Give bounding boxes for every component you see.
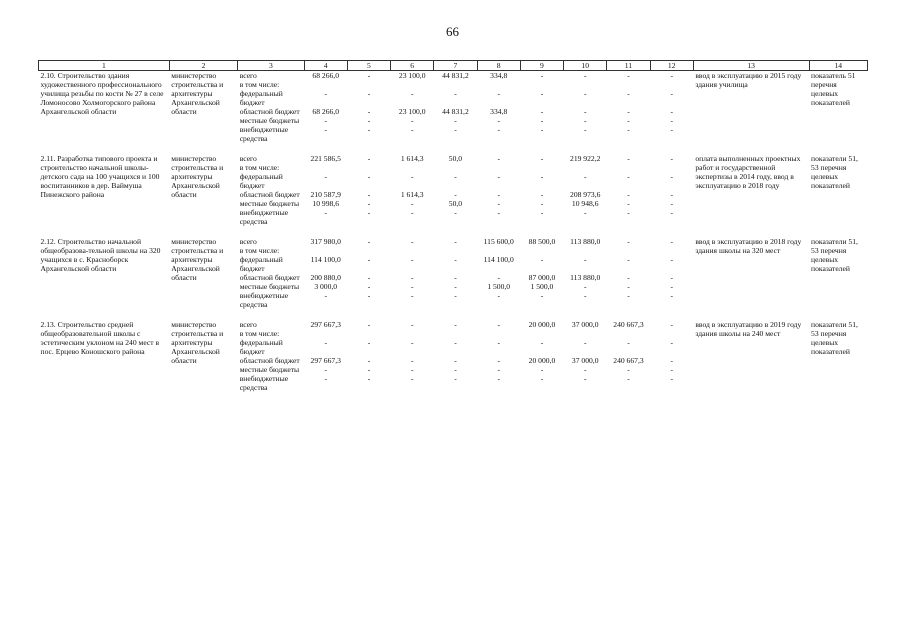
amount-cell: [391, 329, 434, 338]
amount-cell: -: [410, 255, 414, 264]
amount-cell: -: [367, 190, 371, 199]
amount-cell: -: [583, 89, 587, 98]
amount-cell: -: [627, 273, 630, 282]
amount-cell: -: [324, 291, 327, 300]
amount-cell: -: [367, 71, 371, 80]
expected-result: ввод в эксплуатацию в 2015 году здания училища: [695, 71, 802, 89]
amount-cell: -: [324, 89, 327, 98]
amount-cell: -: [540, 255, 544, 264]
amount-cell: 10 948,6: [571, 199, 599, 208]
amount-cell: -: [367, 237, 371, 246]
amount-cell: 88 500,0: [528, 237, 556, 246]
amount-cell: -: [410, 338, 414, 347]
amount-cell: 297 667,3: [310, 356, 341, 365]
amount-cell: 240 667,3: [613, 356, 644, 365]
amount-cell: 44 831,2: [442, 107, 469, 116]
amount-cell: 114 100,0: [310, 255, 341, 264]
amount-cell: -: [454, 273, 457, 282]
amount-cell: -: [367, 338, 371, 347]
amount-cell: 68 266,0: [312, 107, 339, 116]
funding-source: в том числе:: [239, 329, 280, 338]
amount-cell: 114 100,0: [483, 255, 514, 264]
amount-cell: -: [670, 208, 673, 217]
amount-cell: [477, 246, 520, 255]
amount-cell: -: [497, 208, 500, 217]
target-indicator: показатели 51, 53 перечня целевых показателей: [811, 320, 858, 356]
amount-cell: [347, 163, 390, 172]
amount-cell: [650, 329, 693, 338]
amount-cell: 3 000,0: [314, 282, 338, 291]
amount-cell: 240 667,3: [613, 320, 644, 329]
amount-cell: [607, 80, 650, 89]
column-number: 7: [434, 61, 477, 71]
amount-cell: -: [540, 172, 544, 181]
amount-cell: -: [497, 190, 500, 199]
amount-cell: [564, 329, 607, 338]
project-executor: министерство строительства и архитектуры Архангельской области: [171, 320, 224, 365]
amount-cell: -: [540, 125, 544, 134]
column-number: 9: [520, 61, 563, 71]
amount-cell: -: [583, 338, 587, 347]
funding-source: областной бюджет: [239, 190, 300, 199]
amount-cell: -: [627, 374, 630, 383]
amount-cell: [564, 246, 607, 255]
amount-cell: 219 922,2: [570, 154, 601, 163]
amount-cell: -: [454, 365, 457, 374]
amount-cell: [434, 80, 477, 89]
amount-cell: -: [670, 154, 673, 163]
amount-cell: -: [497, 291, 500, 300]
funding-source: всего: [239, 237, 257, 246]
amount-cell: -: [540, 208, 544, 217]
column-number: 4: [304, 61, 347, 71]
amount-cell: -: [670, 255, 673, 264]
amount-cell: 87 000,0: [528, 273, 556, 282]
funding-source: внебюджетные средства: [239, 291, 289, 309]
column-number: 14: [809, 61, 867, 71]
amount-cell: [520, 80, 563, 89]
amount-cell: 23 100,0: [398, 107, 426, 116]
amount-cell: -: [540, 154, 544, 163]
amount-cell: -: [627, 107, 630, 116]
funding-source: местные бюджеты: [239, 199, 300, 208]
funding-source: всего: [239, 71, 257, 80]
amount-cell: 10 998,6: [312, 199, 339, 208]
amount-cell: -: [497, 356, 500, 365]
amount-cell: -: [540, 338, 544, 347]
amount-cell: -: [670, 89, 673, 98]
amount-cell: -: [497, 154, 500, 163]
amount-cell: -: [497, 365, 500, 374]
amount-cell: -: [367, 116, 371, 125]
amount-cell: [304, 163, 347, 172]
amount-cell: [347, 329, 390, 338]
amount-cell: -: [670, 356, 673, 365]
funding-source: федеральный бюджет: [239, 255, 283, 273]
amount-cell: [520, 163, 563, 172]
expected-result: ввод в эксплуатацию в 2018 году здания школы на 320 мест: [695, 237, 802, 255]
amount-cell: -: [583, 255, 587, 264]
funding-source: федеральный бюджет: [239, 338, 283, 356]
amount-cell: -: [627, 208, 630, 217]
target-indicator: показатели 51, 53 перечня целевых показателей: [811, 154, 858, 190]
amount-cell: [391, 163, 434, 172]
amount-cell: -: [454, 208, 457, 217]
amount-cell: -: [583, 107, 587, 116]
amount-cell: -: [540, 107, 544, 116]
amount-cell: -: [627, 172, 630, 181]
amount-cell: -: [454, 237, 457, 246]
amount-cell: -: [583, 208, 587, 217]
funding-source: местные бюджеты: [239, 282, 300, 291]
amount-cell: 208 973,6: [570, 190, 601, 199]
column-number: 2: [169, 61, 237, 71]
amount-cell: -: [627, 125, 630, 134]
amount-cell: -: [670, 237, 673, 246]
amount-cell: [347, 80, 390, 89]
amount-cell: [650, 246, 693, 255]
amount-cell: 37 000,0: [571, 356, 599, 365]
amount-cell: [347, 246, 390, 255]
amount-cell: -: [583, 172, 587, 181]
amount-cell: [304, 329, 347, 338]
amount-cell: -: [367, 172, 371, 181]
funding-source: федеральный бюджет: [239, 172, 283, 190]
amount-cell: -: [454, 172, 457, 181]
column-number: 6: [391, 61, 434, 71]
amount-cell: 20 000,0: [528, 320, 556, 329]
funding-source: в том числе:: [239, 246, 280, 255]
amount-cell: -: [367, 273, 371, 282]
amount-cell: [304, 246, 347, 255]
amount-cell: -: [367, 89, 371, 98]
amount-cell: -: [324, 116, 327, 125]
funding-source: федеральный бюджет: [239, 89, 283, 107]
amount-cell: 200 880,0: [310, 273, 341, 282]
amount-cell: -: [540, 71, 544, 80]
amount-cell: -: [454, 89, 457, 98]
amount-cell: -: [497, 338, 500, 347]
amount-cell: [391, 246, 434, 255]
amount-cell: -: [627, 199, 630, 208]
funding-source: внебюджетные средства: [239, 208, 289, 226]
amount-cell: [391, 80, 434, 89]
section-spacer: [39, 143, 868, 154]
amount-cell: -: [410, 291, 414, 300]
amount-cell: -: [367, 255, 371, 264]
funding-source: областной бюджет: [239, 356, 300, 365]
target-indicator: показатели 51, 53 перечня целевых показателей: [811, 237, 858, 273]
amount-cell: -: [367, 154, 371, 163]
funding-source: в том числе:: [239, 163, 280, 172]
target-indicator: показатель 51 перечня целевых показателей: [811, 71, 856, 107]
amount-cell: -: [540, 291, 544, 300]
amount-cell: -: [497, 125, 500, 134]
amount-cell: -: [627, 282, 630, 291]
amount-cell: -: [497, 374, 500, 383]
amount-cell: -: [670, 291, 673, 300]
funding-source: областной бюджет: [239, 273, 300, 282]
amount-cell: 1 614,3: [400, 154, 424, 163]
amount-cell: -: [670, 320, 673, 329]
amount-cell: 1 500,0: [530, 282, 554, 291]
amount-cell: [434, 163, 477, 172]
section-spacer: [39, 226, 868, 237]
amount-cell: -: [670, 71, 673, 80]
amount-cell: -: [410, 282, 414, 291]
amount-cell: -: [540, 190, 544, 199]
amount-cell: -: [670, 365, 673, 374]
funding-source: внебюджетные средства: [239, 374, 289, 392]
amount-cell: -: [670, 273, 673, 282]
amount-cell: -: [627, 89, 630, 98]
amount-cell: [477, 80, 520, 89]
amount-cell: 113 880,0: [570, 273, 601, 282]
amount-cell: [520, 246, 563, 255]
amount-cell: -: [367, 365, 371, 374]
amount-cell: -: [497, 116, 500, 125]
budget-table: [38, 60, 868, 392]
project-executor: министерство строительства и архитектуры Архангельской области: [171, 154, 224, 199]
project-executor: министерство строительства и архитектуры Архангельской области: [171, 237, 224, 282]
table-row: [39, 154, 868, 163]
amount-cell: -: [670, 172, 673, 181]
amount-cell: -: [497, 273, 500, 282]
amount-cell: -: [670, 374, 673, 383]
amount-cell: -: [410, 208, 414, 217]
column-number: 8: [477, 61, 520, 71]
amount-cell: [520, 329, 563, 338]
table-row: [39, 237, 868, 246]
amount-cell: -: [670, 125, 673, 134]
amount-cell: -: [540, 374, 544, 383]
amount-cell: -: [497, 172, 500, 181]
amount-cell: 1 500,0: [487, 282, 511, 291]
amount-cell: 50,0: [448, 199, 463, 208]
amount-cell: -: [497, 199, 500, 208]
amount-cell: [650, 163, 693, 172]
amount-cell: -: [324, 208, 327, 217]
amount-cell: 334,8: [490, 71, 508, 80]
column-number-row: [39, 61, 868, 71]
amount-cell: -: [410, 320, 414, 329]
amount-cell: 210 587,9: [310, 190, 341, 199]
amount-cell: -: [627, 291, 630, 300]
amount-cell: -: [367, 107, 371, 116]
amount-cell: -: [410, 116, 414, 125]
amount-cell: 50,0: [448, 154, 463, 163]
column-number: 11: [607, 61, 650, 71]
amount-cell: -: [627, 338, 630, 347]
column-number: 13: [693, 61, 809, 71]
amount-cell: -: [367, 320, 371, 329]
amount-cell: [477, 329, 520, 338]
project-name: 2.13. Строительство средней общеобразовательной школы с эстетическим уклоном на 240 мест в пос. Ерцево Коношского района: [40, 320, 160, 356]
amount-cell: -: [670, 199, 673, 208]
funding-source: в том числе:: [239, 80, 280, 89]
amount-cell: -: [540, 116, 544, 125]
amount-cell: 297 667,3: [310, 320, 341, 329]
amount-cell: -: [410, 374, 414, 383]
amount-cell: -: [627, 255, 630, 264]
amount-cell: [477, 163, 520, 172]
project-name: 2.10. Строительство здания художественного профессионального училища резьбы по кости № 27 в селе Ломоносово Холмогорского района Архангельской области: [40, 71, 164, 116]
amount-cell: -: [540, 89, 544, 98]
amount-cell: -: [627, 190, 630, 199]
column-number: 5: [347, 61, 390, 71]
amount-cell: 20 000,0: [528, 356, 556, 365]
amount-cell: -: [454, 125, 457, 134]
amount-cell: 334,8: [490, 107, 508, 116]
amount-cell: -: [324, 338, 327, 347]
amount-cell: -: [454, 116, 457, 125]
amount-cell: -: [583, 291, 587, 300]
amount-cell: -: [583, 365, 587, 374]
funding-source: местные бюджеты: [239, 116, 300, 125]
amount-cell: -: [367, 282, 371, 291]
amount-cell: -: [410, 172, 414, 181]
project-name: 2.11. Разработка типового проекта и строительство начальной школы-детского сада на 100 учащихся и 100 воспитанников в дер. Ваймуша Пинежского района: [40, 154, 160, 199]
project-executor: министерство строительства и архитектуры Архангельской области: [171, 71, 224, 116]
table-row: [39, 320, 868, 329]
section-spacer: [39, 309, 868, 320]
amount-cell: [650, 80, 693, 89]
amount-cell: -: [583, 374, 587, 383]
table-row: [39, 71, 868, 81]
funding-source: внебюджетные средства: [239, 125, 289, 143]
amount-cell: [564, 163, 607, 172]
amount-cell: 113 880,0: [570, 237, 601, 246]
amount-cell: -: [583, 71, 587, 80]
amount-cell: -: [670, 338, 673, 347]
amount-cell: -: [367, 125, 371, 134]
amount-cell: -: [367, 356, 371, 365]
amount-cell: -: [454, 374, 457, 383]
amount-cell: -: [670, 190, 673, 199]
amount-cell: -: [367, 374, 371, 383]
column-number: 12: [650, 61, 693, 71]
amount-cell: -: [627, 116, 630, 125]
amount-cell: -: [454, 338, 457, 347]
column-number: 10: [564, 61, 607, 71]
amount-cell: -: [454, 320, 457, 329]
amount-cell: -: [410, 273, 414, 282]
amount-cell: 68 266,0: [312, 71, 339, 80]
amount-cell: -: [367, 208, 371, 217]
project-name: 2.12. Строительство начальной общеобразова-тельной школы на 320 учащихся в с. Красноборск Архангельской области: [40, 237, 161, 273]
amount-cell: -: [583, 282, 587, 291]
page-number: 66: [446, 24, 459, 39]
expected-result: оплата выполненных проектных работ и государственной экспертизы в 2014 году, ввод в эксплуатацию в 2018 году: [695, 154, 801, 190]
amount-cell: -: [367, 291, 371, 300]
amount-cell: [304, 80, 347, 89]
amount-cell: -: [324, 172, 327, 181]
funding-source: местные бюджеты: [239, 365, 300, 374]
amount-cell: 23 100,0: [398, 71, 426, 80]
amount-cell: -: [454, 190, 457, 199]
amount-cell: [607, 163, 650, 172]
amount-cell: 37 000,0: [571, 320, 599, 329]
funding-source: всего: [239, 320, 257, 329]
amount-cell: -: [410, 365, 414, 374]
amount-cell: -: [454, 291, 457, 300]
amount-cell: -: [670, 116, 673, 125]
column-number: 3: [238, 61, 304, 71]
amount-cell: -: [410, 237, 414, 246]
funding-source: областной бюджет: [239, 107, 300, 116]
amount-cell: -: [627, 154, 630, 163]
amount-cell: -: [627, 71, 630, 80]
amount-cell: -: [540, 365, 544, 374]
amount-cell: -: [627, 237, 630, 246]
amount-cell: -: [670, 282, 673, 291]
expected-result: ввод в эксплуатацию в 2019 году здания школы на 240 мест: [695, 320, 802, 338]
funding-source: всего: [239, 154, 257, 163]
amount-cell: -: [454, 356, 457, 365]
amount-cell: 115 600,0: [483, 237, 514, 246]
amount-cell: -: [410, 89, 414, 98]
amount-cell: -: [627, 365, 630, 374]
amount-cell: [607, 329, 650, 338]
amount-cell: -: [324, 374, 327, 383]
amount-cell: -: [583, 125, 587, 134]
amount-cell: -: [454, 255, 457, 264]
amount-cell: [564, 80, 607, 89]
amount-cell: -: [367, 199, 371, 208]
amount-cell: [434, 329, 477, 338]
amount-cell: [607, 246, 650, 255]
column-number: 1: [39, 61, 170, 71]
amount-cell: [434, 246, 477, 255]
amount-cell: -: [410, 356, 414, 365]
amount-cell: -: [454, 282, 457, 291]
amount-cell: -: [497, 320, 500, 329]
amount-cell: -: [670, 107, 673, 116]
amount-cell: -: [540, 199, 544, 208]
amount-cell: -: [324, 365, 327, 374]
amount-cell: -: [583, 116, 587, 125]
amount-cell: -: [324, 125, 327, 134]
amount-cell: 221 586,5: [310, 154, 341, 163]
amount-cell: 1 614,3: [400, 190, 424, 199]
amount-cell: 317 980,0: [310, 237, 341, 246]
amount-cell: -: [410, 199, 414, 208]
amount-cell: -: [497, 89, 500, 98]
amount-cell: 44 831,2: [442, 71, 469, 80]
amount-cell: -: [410, 125, 414, 134]
